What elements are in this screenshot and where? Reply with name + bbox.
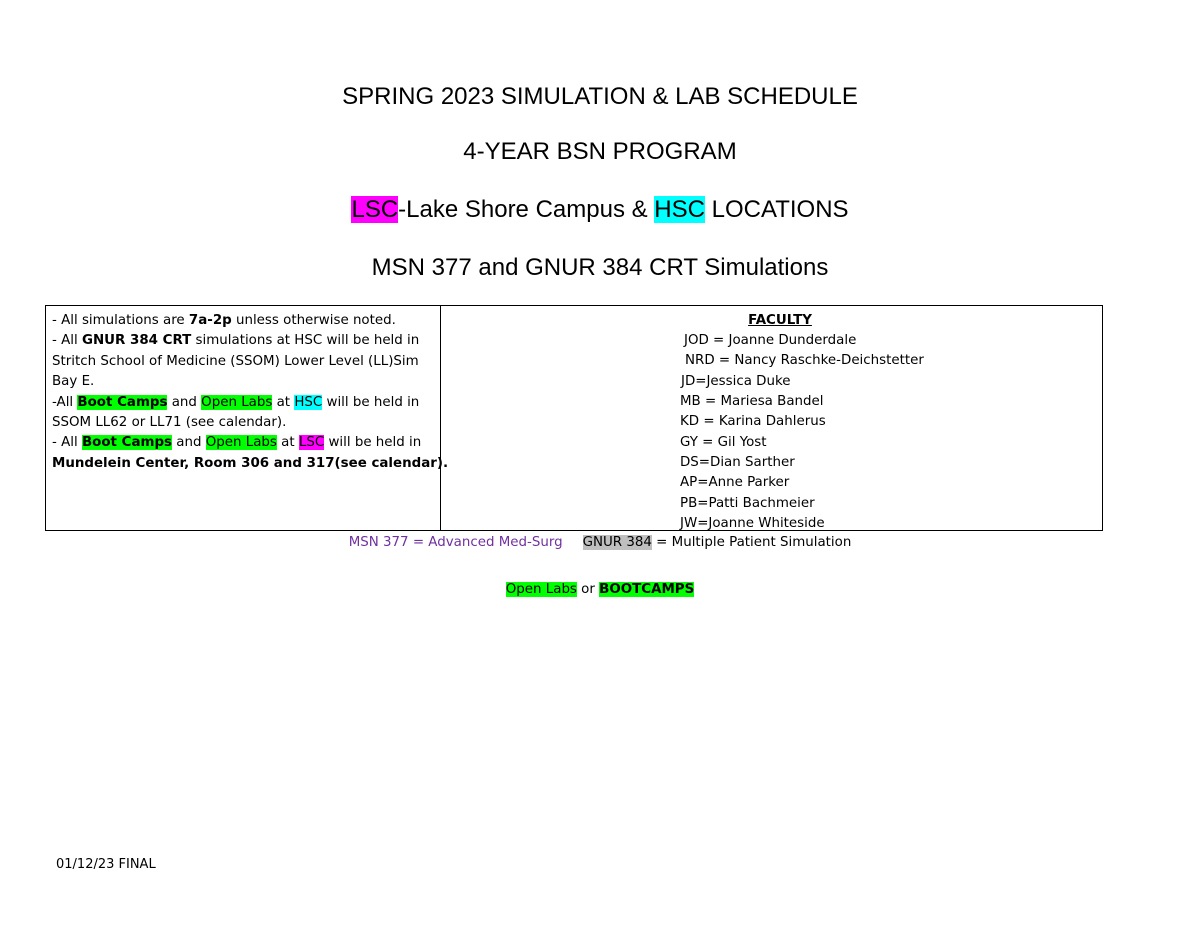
note-text: -All (52, 394, 78, 410)
note-line: Stritch School of Medicine (SSOM) Lower Level (LL)Sim (52, 353, 419, 369)
faculty-member: DS=Dian Sarther (680, 455, 795, 470)
note-text: and (167, 394, 202, 410)
table-divider (440, 305, 441, 531)
faculty-member: NRD = Nancy Raschke-Deichstetter (685, 353, 924, 368)
note-text: - All (52, 435, 82, 451)
note-bold: GNUR 384 CRT (81, 333, 192, 349)
boot-camps-highlight: Boot Camps (81, 435, 172, 451)
lsc-highlight: LSC (298, 435, 325, 451)
faculty-member: JOD = Joanne Dunderdale (684, 333, 857, 348)
note-line (52, 331, 437, 351)
faculty-member: AP=Anne Parker (680, 475, 790, 490)
locations-middle: -Lake Shore Campus & (398, 196, 655, 223)
note-text: unless otherwise noted. (231, 313, 396, 328)
faculty-member: KD = Karina Dahlerus (680, 414, 826, 429)
faculty-member: JW=Joanne Whiteside (680, 516, 825, 531)
faculty-member: JD=Jessica Duke (681, 374, 791, 389)
hsc-highlight: HSC (654, 196, 705, 223)
open-labs-highlight: Open Labs (505, 582, 577, 597)
note-text: will be held in (324, 435, 422, 451)
note-bold: 7a-2p (188, 313, 232, 328)
page-title: SPRING 2023 SIMULATION & LAB SCHEDULE (342, 83, 858, 110)
note-text: - All simulations are (52, 313, 189, 328)
program-title: 4-YEAR BSN PROGRAM (463, 138, 737, 165)
note-bold: Mundelein Center, Room 306 and 317 (52, 455, 335, 471)
note-text: and (172, 435, 206, 451)
lsc-highlight: LSC (351, 196, 399, 223)
open-labs-highlight: Open Labs (205, 435, 277, 451)
note-text: at (276, 435, 299, 451)
course-legend (0, 533, 1200, 553)
note-line: SSOM LL62 or LL71 (see calendar). (52, 415, 287, 431)
gnur-highlight: GNUR 384 (582, 535, 652, 550)
faculty-title: FACULTY (748, 313, 812, 328)
footer-date: 01/12/23 FINAL (56, 857, 156, 872)
notes-cell (52, 311, 449, 474)
faculty-member: PB=Patti Bachmeier (680, 496, 815, 511)
boot-camps-highlight: Boot Camps (77, 394, 168, 410)
locations-title (0, 195, 1200, 225)
note-line: Bay E. (52, 374, 95, 390)
note-text: will be held in (322, 394, 420, 410)
note-line (52, 393, 437, 413)
locations-end: LOCATIONS (704, 196, 849, 223)
courses-title: MSN 377 and GNUR 384 CRT Simulations (371, 254, 829, 281)
note-text: at (272, 394, 295, 410)
bootcamps-highlight: BOOTCAMPS (599, 582, 695, 597)
faculty-member: GY = Gil Yost (680, 435, 767, 450)
note-line (52, 433, 437, 453)
hsc-highlight: HSC (294, 394, 323, 410)
lab-legend (0, 580, 1200, 600)
msn-legend: MSN 377 = Advanced Med-Surg (348, 535, 563, 550)
gnur-legend: = Multiple Patient Simulation (651, 535, 852, 550)
legend-or: or (576, 582, 600, 597)
note-line (52, 311, 437, 331)
open-labs-highlight: Open Labs (201, 394, 273, 410)
note-bold: (see calendar). (334, 455, 449, 471)
faculty-member: MB = Mariesa Bandel (680, 394, 824, 409)
note-text: simulations at HSC will be held in (191, 333, 420, 349)
note-text: - All (52, 333, 82, 349)
note-line (52, 454, 449, 474)
